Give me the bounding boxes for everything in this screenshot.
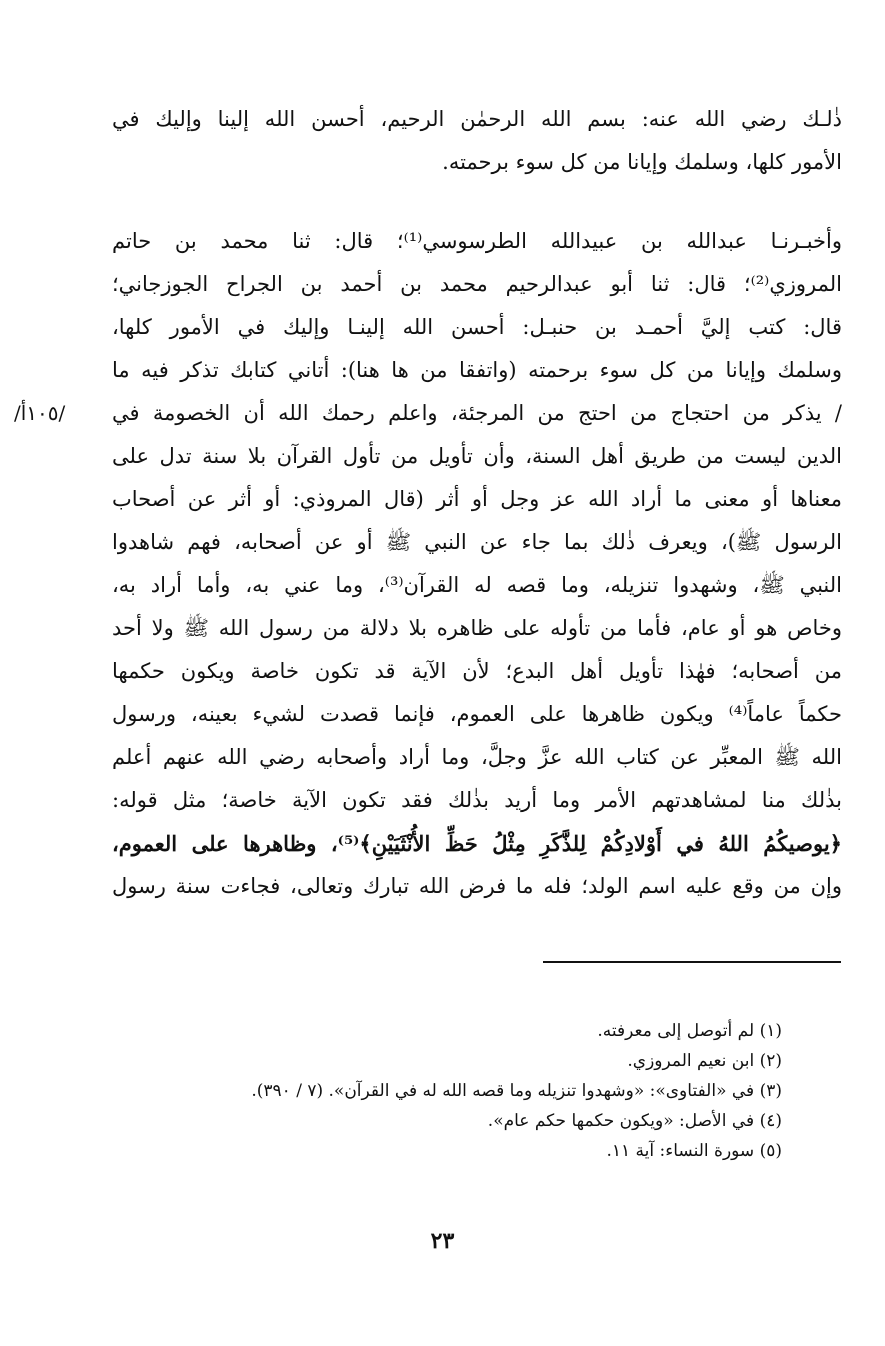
- text-line: الرسول ﷺ)، ويعرف ذٰلك بما جاء عن النبي ﷺ أو عن أصحابه، فهم شاهدوا: [112, 530, 842, 554]
- text-line: وخاص هو أو عام، فأما من تأوله على ظاهره بلا دلالة من رسول الله ﷺ ولا أحد: [112, 616, 842, 640]
- text-line: الدين ليست من طريق أهل السنة، وأن تأويل من تأول القرآن بلا سنة تدل على: [112, 444, 842, 468]
- footnote-item: (١) لم أتوصل إلى معرفته.: [597, 1021, 782, 1041]
- footnote-divider: [543, 961, 841, 963]
- text-line: المروزي⁽²⁾؛ قال: ثنا أبو عبدالرحيم محمد بن أحمد بن الجراح الجوزجاني؛: [112, 272, 842, 296]
- text-line: الله ﷺ المعبِّر عن كتاب الله عزَّ وجلَّ، وما أراد وأصحابه رضي الله عنهم أعلم: [112, 745, 842, 769]
- text-line: قال: كتب إليَّ أحمـد بن حنبـل: أحسن الله إلينـا وإليك في الأمور كلها،: [112, 315, 842, 339]
- text-line: وسلمك وإيانا من كل سوء برحمته (واتفقا من ها هنا): أتاني كتابك تذكر فيه ما: [112, 358, 842, 382]
- text-line: ذٰلـك رضي الله عنه: بسم الله الرحمٰن الرحيم، أحسن الله إلينا وإليك في: [112, 107, 842, 131]
- text-line: وأخبـرنـا عبدالله بن عبيدالله الطرسوسي⁽¹⁾؛ قال: ثنا محمد بن حاتم: [112, 229, 842, 253]
- quran-verse-line: ﴿يوصيكُمُ اللهُ في أَوْلادِكُمْ لِلذَّكَرِ مِثْلُ حَظِّ الأُنْثَيَيْنِ﴾⁽⁵⁾، وظاهرها على العموم،: [112, 831, 842, 856]
- text-line: معناها أو معنى ما أراد الله عز وجل أو أثر (قال المروذي: أو أثر عن أصحاب: [112, 487, 842, 511]
- text-line: وإن من وقع عليه اسم الولد؛ فله ما فرض الله تبارك وتعالى، فجاءت سنة رسول: [112, 874, 842, 898]
- text-line: من أصحابه؛ فهٰذا تأويل أهل البدع؛ لأن الآية قد تكون خاصة ويكون حكمها: [112, 659, 842, 683]
- main-text: [112, 98, 842, 908]
- text-line: بذٰلك منا لمشاهدتهم الأمر وما أريد بذٰلك فقد تكون الآية خاصة؛ مثل قوله:: [112, 788, 842, 812]
- folio-reference: /١٠٥أ/: [14, 401, 66, 425]
- footnote-item: (٤) في الأصل: «ويكون حكمها حكم عام».: [487, 1111, 782, 1131]
- page-number: ٢٣: [430, 1228, 455, 1254]
- text-line: الأمور كلها، وسلمك وإيانا من كل سوء برحمته.: [442, 150, 842, 174]
- text-line: النبي ﷺ، وشهدوا تنزيله، وما قصه له القرآن⁽³⁾، وما عني به، وأما أراد به،: [112, 573, 842, 597]
- footnote-item: (٢) ابن نعيم المروزي.: [627, 1051, 782, 1071]
- text-line: / يذكر من احتجاج من احتج من المرجئة، واعلم رحمك الله أن الخصومة في: [112, 401, 842, 425]
- footnote-item: (٣) في «الفتاوى»: «وشهدوا تنزيله وما قصه الله له في القرآن». (٧ / ٣٩٠).: [251, 1081, 782, 1101]
- paragraph-gap: [112, 184, 842, 220]
- footnotes: [150, 1016, 782, 1166]
- footnote-item: (٥) سورة النساء: آية ١١.: [606, 1141, 782, 1161]
- text-line: حكماً عاماً⁽⁴⁾ ويكون ظاهرها على العموم، فإنما قصدت لشيء بعينه، ورسول: [112, 702, 842, 726]
